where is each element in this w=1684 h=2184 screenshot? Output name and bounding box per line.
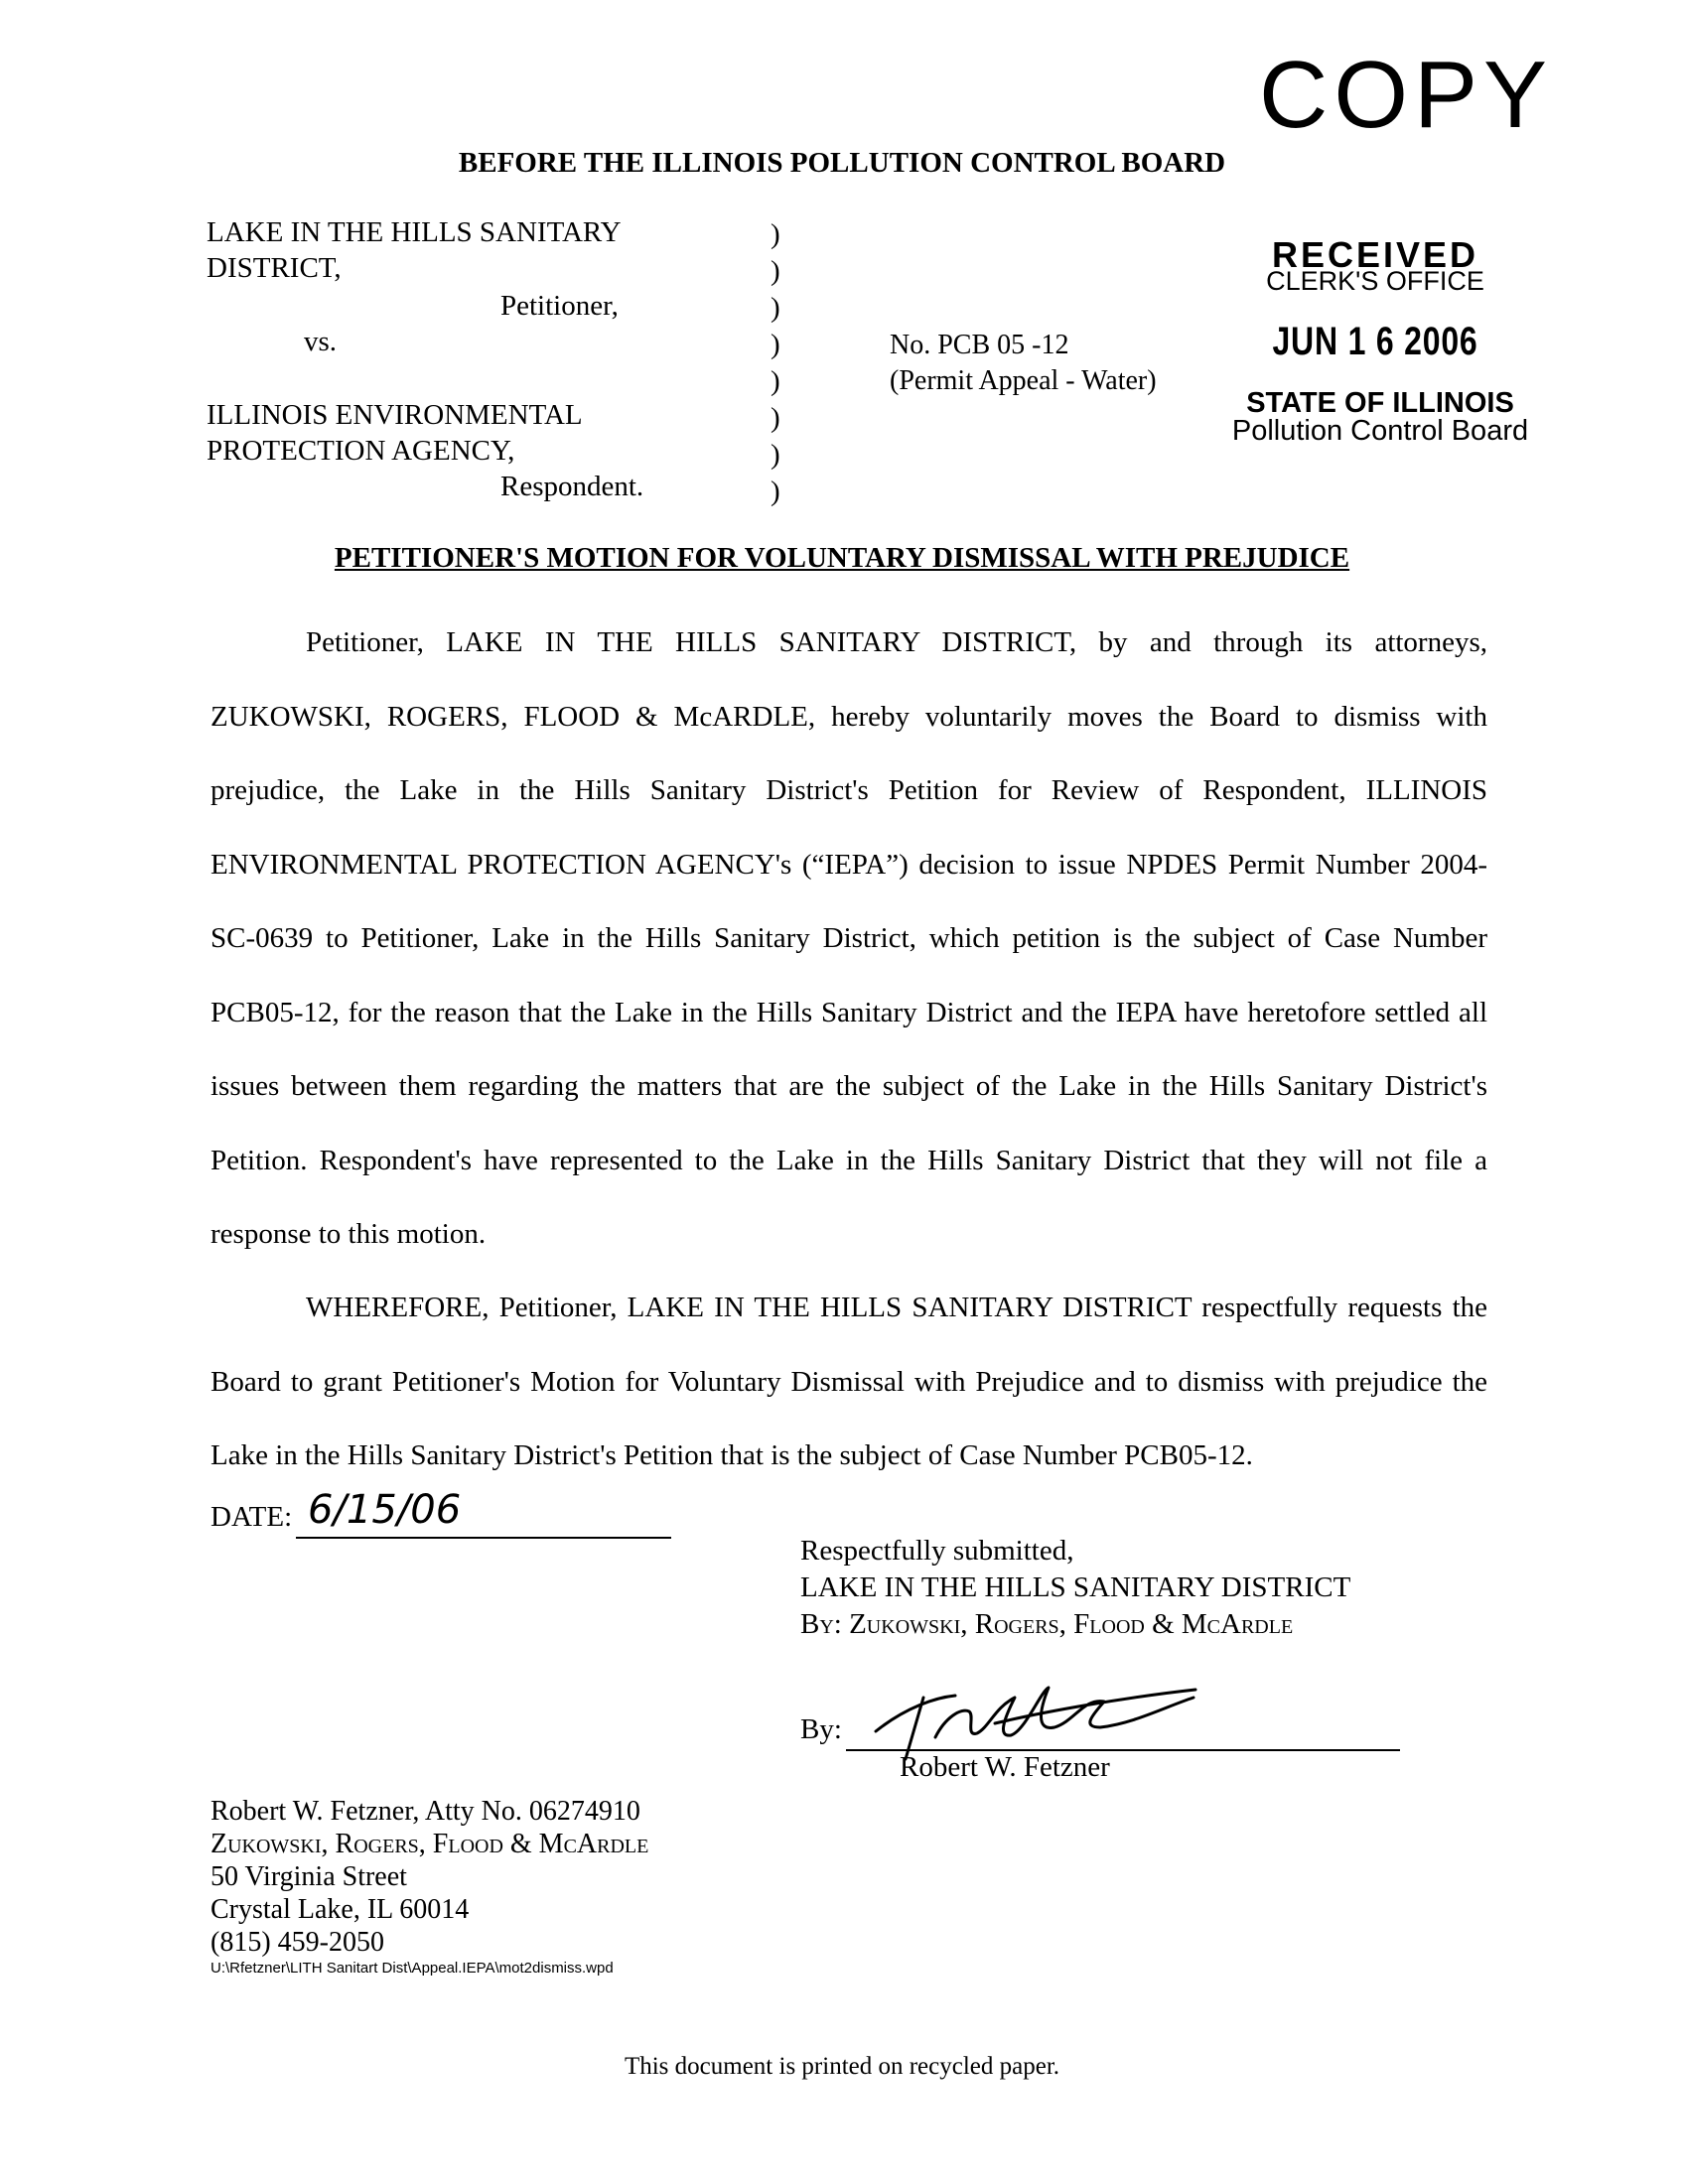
case-type: (Permit Appeal - Water) [890,365,1157,396]
submission-line-3: By: Zukowski, Rogers, Flood & McArdle [800,1608,1294,1640]
attorney-city: Crystal Lake, IL 60014 [210,1894,470,1925]
attorney-street: 50 Virginia Street [210,1861,407,1892]
body-paragraph-2: WHEREFORE, Petitioner, LAKE IN THE HILLS SANITARY DISTRICT respectfully requests the Board to grant Petitioner's Motion for Voluntary Dismissal with Prejudice and to dismiss with prejudice the Lake in the Hills Sanitary District's Petition that is the subject of Case Number PCB05-12. [210,1292,1487,1471]
caption-paren: ) [771,439,780,471]
attorney-firm: Zukowski, Rogers, Flood & McArdle [210,1829,649,1859]
caption-paren: ) [771,292,780,324]
versus-label: vs. [304,326,338,357]
date-handwritten-value: 6/15/06 [308,1487,462,1533]
received-stamp-board: Pollution Control Board [1231,415,1529,447]
respondent-role: Respondent. [500,471,644,502]
attorney-name-line: Robert W. Fetzner, Atty No. 06274910 [210,1796,640,1827]
case-info [890,328,1157,399]
signer-name: Robert W. Fetzner [900,1751,1110,1783]
received-stamp-office: CLERK'S OFFICE [1266,266,1484,296]
petitioner-role: Petitioner, [500,290,619,322]
caption-parenthesis-column [771,216,780,510]
caption-paren: ) [771,402,780,434]
received-stamp-title: RECEIVED [1271,234,1479,275]
attorney-phone: (815) 459-2050 [210,1927,384,1958]
file-path: U:\Rfetzner\LITH Sanitart Dist\Appeal.IEPA\mot2dismiss.wpd [210,1960,614,1977]
motion-title: PETITIONER'S MOTION FOR VOLUNTARY DISMISSAL WITH PREJUDICE [334,542,1350,574]
caption-paren: ) [771,365,780,397]
respondent-name-line2: PROTECTION AGENCY, [207,435,515,467]
petitioner-name-line2: DISTRICT, [207,252,342,284]
date-label: DATE: [210,1501,293,1533]
court-heading: BEFORE THE ILLINOIS POLLUTION CONTROL BOARD [458,147,1226,179]
copy-stamp: COPY [1259,42,1554,148]
caption-paren: ) [771,255,780,287]
body-paragraph-1: Petitioner, LAKE IN THE HILLS SANITARY DISTRICT, by and through its attorneys, ZUKOWSKI, ROGERS, FLOOD & McARDLE, hereby voluntarily moves the Board to dismiss with prejudice, the Lake in the Hills Sanitary District's Petition for Review of Respondent, ILLINOIS ENVIRONMENTAL PROTECTION AGENCY's (“IEPA”) decision to issue NPDES Permit Number 2004-SC-0639 to Petitioner, Lake in the Hills Sanitary District, which petition is the subject of Case Number PCB05-12, for the reason that the Lake in the Hills Sanitary District and the IEPA have heretofore settled all issues between them regarding the matters that are the subject of the Lake in the Hills Sanitary District's Petition. Respondent's have represented to the Lake in the Hills Sanitary District that they will not file a response to this motion. [210,626,1487,1250]
submission-block [800,1533,1350,1643]
received-stamp-state: STATE OF ILLINOIS [1246,387,1514,419]
petitioner-name-line1: LAKE IN THE HILLS SANITARY [207,216,622,248]
received-stamp-date: JUN 1 6 2006 [1272,320,1478,363]
submission-line-1: Respectfully submitted, [800,1535,1074,1567]
date-underline [296,1537,671,1539]
attorney-block [210,1795,648,1959]
submission-line-2: LAKE IN THE HILLS SANITARY DISTRICT [800,1571,1351,1603]
case-number: No. PCB 05 -12 [890,330,1069,360]
caption-paren: ) [771,476,780,507]
respondent-name-line1: ILLINOIS ENVIRONMENTAL [207,399,583,431]
recycled-paper-note: This document is printed on recycled paper. [624,2053,1060,2080]
caption-paren: ) [771,329,780,360]
caption-paren: ) [771,218,780,250]
signature-by-label: By: [800,1713,842,1745]
